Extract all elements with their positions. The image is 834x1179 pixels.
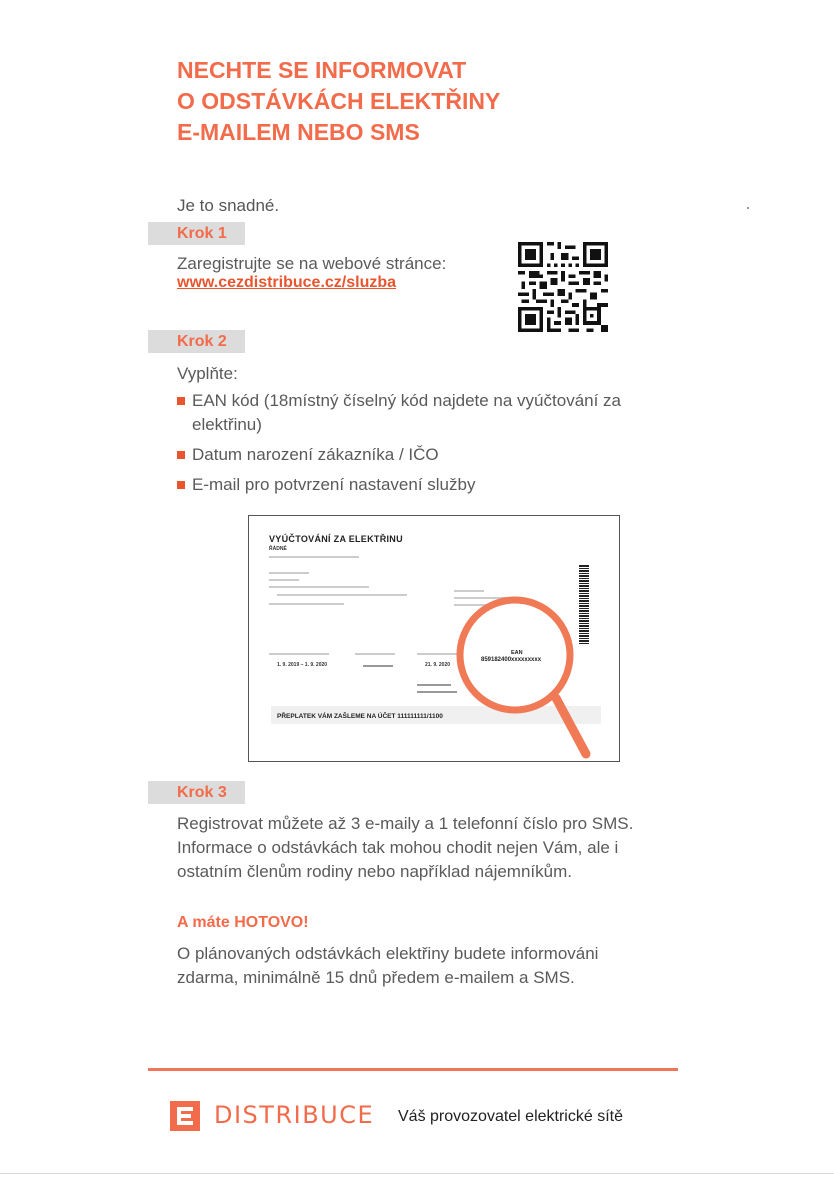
brand-tagline: Váš provozovatel elektrické sítě (398, 1108, 623, 1125)
placeholder-line (269, 572, 309, 574)
magnifier-icon (454, 594, 594, 764)
list-item (177, 443, 647, 467)
ean-label: EAN (511, 650, 523, 656)
placeholder-line (417, 684, 451, 686)
ean-value: 859182400xxxxxxxxx (481, 657, 542, 663)
step-3-badge: Krok 3 (148, 781, 245, 804)
step-2-badge: Krok 2 (148, 330, 245, 353)
placeholder-line (277, 594, 407, 596)
required-fields-list (177, 389, 647, 503)
bill-date: 21. 9. 2020 (425, 662, 451, 668)
list-item-text: EAN kód (18místný číselný kód najdete na vyúčtování za elektřinu) (192, 391, 622, 434)
bill-title: VYÚČTOVÁNÍ ZA ELEKTŘINU (269, 534, 403, 544)
placeholder-line (355, 653, 395, 655)
placeholder-line (269, 586, 369, 588)
placeholder-line (417, 653, 457, 655)
bullet-square-icon (177, 451, 185, 459)
placeholder-line (363, 665, 393, 667)
title-line: O ODSTÁVKÁCH ELEKTŘINY (177, 88, 501, 114)
list-item (177, 473, 647, 497)
step-2-lead: Vyplňte: (177, 364, 238, 383)
placeholder-line (269, 579, 299, 581)
bullet-square-icon (177, 397, 185, 405)
placeholder-line (417, 691, 457, 693)
step-1-badge: Krok 1 (148, 222, 245, 245)
list-item-text: E-mail pro potvrzení nastavení služby (192, 475, 476, 494)
registration-link[interactable]: www.cezdistribuce.cz/sluzba (177, 274, 397, 291)
done-text: O plánovaných odstávkách elektřiny budete informováni zdarma, minimálně 15 dnů předem e-mailem a SMS. (177, 944, 599, 987)
placeholder-line (454, 590, 484, 592)
title-line: E-MAILEM NEBO SMS (177, 119, 420, 145)
bill-subtitle: ŘÁDNÉ (269, 546, 287, 552)
bill-footer: PŘEPLATEK VÁM ZAŠLEME NA ÚČET 111111111/1100 (277, 713, 443, 720)
placeholder-line (269, 603, 344, 605)
qr-code-icon (518, 242, 608, 332)
bill-illustration (248, 515, 620, 762)
placeholder-line (269, 653, 329, 655)
step-3-text: Registrovat můžete až 3 e-maily a 1 telefonní číslo pro SMS. Informace o odstávkách tak mohou chodit nejen Vám, ale i ostatním členům rodiny nebo například nájemníkům. (177, 814, 634, 881)
list-item (177, 389, 647, 437)
placeholder-line (269, 556, 359, 558)
title-line: NECHTE SE INFORMOVAT (177, 57, 467, 83)
footer-divider (148, 1068, 678, 1071)
cez-logo-icon (170, 1101, 200, 1131)
scan-edge (0, 1173, 834, 1174)
intro-text: Je to snadné. (177, 196, 280, 215)
page-title (177, 55, 697, 148)
list-item-text: Datum narození zákazníka / IČO (192, 445, 439, 464)
bullet-square-icon (177, 481, 185, 489)
brand-name: DISTRIBUCE (214, 1101, 375, 1129)
done-heading: A máte HOTOVO! (177, 914, 309, 931)
bill-period: 1. 9. 2019 – 1. 9. 2020 (277, 662, 328, 668)
scan-speck (747, 207, 749, 209)
step-1-text: Zaregistrujte se na webové stránce: (177, 254, 447, 273)
